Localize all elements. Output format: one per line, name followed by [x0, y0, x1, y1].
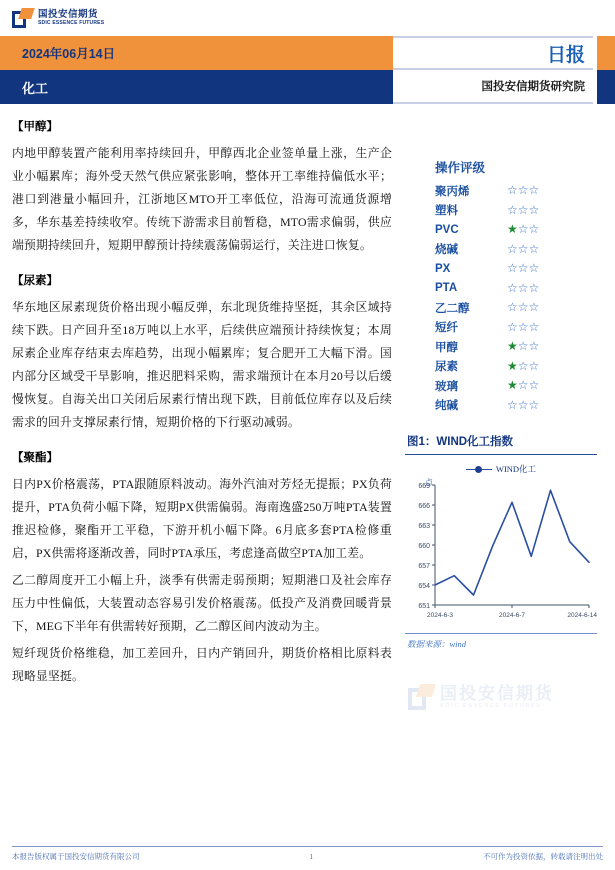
svg-text:2024-6-7: 2024-6-7	[498, 612, 526, 619]
star-empty-icon: ☆	[517, 280, 529, 295]
chart-plot-area	[405, 461, 597, 631]
rating-stars	[507, 203, 539, 218]
section-heading: 【聚酯】	[12, 452, 58, 464]
masthead-right	[393, 36, 593, 104]
star-empty-icon: ☆	[517, 222, 529, 237]
footer-disclaimer: 不可作为投资依据，转载请注明出处	[483, 852, 603, 861]
star-empty-icon: ☆	[507, 261, 518, 276]
rating-stars	[507, 183, 539, 198]
svg-text:669: 669	[418, 483, 430, 490]
chart-card	[405, 433, 597, 650]
rating-stars	[507, 339, 539, 354]
chart-source-divider	[405, 633, 597, 634]
svg-text:657: 657	[418, 563, 430, 570]
rating-product-name: 聚丙烯	[435, 185, 470, 198]
star-empty-icon: ☆	[517, 202, 529, 217]
star-empty-icon: ☆	[528, 241, 540, 256]
rating-stars	[507, 222, 539, 237]
rating-stars	[507, 300, 539, 315]
svg-text:2024-6-14: 2024-6-14	[567, 612, 597, 619]
rating-row	[405, 201, 585, 221]
star-empty-icon: ☆	[517, 319, 529, 334]
section-paragraph: 乙二醇周度开工小幅上升，淡季有供需走弱预期；短期港口及社会库存压力中性偏低，大装置动态容易引发价格震荡。低投产及消费回暖背景下，MEG下半年有供需转好预期，乙二醇区间内波动为主。	[12, 573, 392, 633]
rating-stars	[507, 398, 539, 413]
sidebar-column	[405, 158, 605, 650]
rating-table-title: 操作评级	[435, 161, 486, 175]
star-empty-icon: ☆	[507, 319, 518, 334]
rating-product-name: 烧碱	[435, 244, 458, 257]
chart-title-divider	[405, 454, 597, 455]
rating-stars	[507, 242, 539, 257]
logo-bar	[0, 0, 615, 36]
y-axis-unit-label: 点	[425, 478, 433, 487]
masthead-left	[0, 36, 393, 104]
star-empty-icon: ☆	[528, 397, 540, 412]
rating-row	[405, 298, 585, 318]
star-filled-icon: ★	[507, 358, 518, 373]
legend-marker-icon	[466, 465, 492, 474]
svg-text:660: 660	[418, 543, 430, 550]
section-polyester	[12, 449, 392, 688]
footer-copyright: 本报告版权属于国投安信期货有限公司	[12, 852, 140, 861]
report-date: 2024年06月14日	[0, 36, 393, 70]
star-empty-icon: ☆	[517, 358, 529, 373]
star-filled-icon: ★	[507, 378, 518, 393]
report-type: 日报	[393, 38, 593, 70]
rating-row	[405, 396, 585, 416]
operation-rating-table	[405, 158, 585, 415]
star-empty-icon: ☆	[528, 222, 540, 237]
svg-text:666: 666	[418, 503, 430, 510]
rating-row	[405, 357, 585, 377]
rating-row	[405, 240, 585, 260]
star-empty-icon: ☆	[517, 397, 529, 412]
report-category: 化工	[0, 70, 393, 104]
chart-source: 数据来源：wind	[407, 639, 467, 649]
rating-product-name: 短纤	[435, 322, 458, 335]
section-methanol	[12, 118, 392, 257]
chart-title: 图1：WIND化工指数	[407, 436, 514, 448]
rating-stars	[507, 320, 539, 335]
rating-product-name: 塑料	[435, 205, 458, 218]
star-empty-icon: ☆	[517, 300, 529, 315]
content-area	[0, 110, 615, 830]
rating-row	[405, 259, 585, 279]
rating-product-name: 纯碱	[435, 400, 458, 413]
rating-row	[405, 279, 585, 299]
watermark-logo-icon	[408, 684, 434, 710]
rating-product-name: PVC	[435, 223, 459, 236]
star-empty-icon: ☆	[507, 241, 518, 256]
svg-text:663: 663	[418, 523, 430, 530]
star-empty-icon: ☆	[517, 339, 529, 354]
rating-product-name: 玻璃	[435, 380, 458, 393]
svg-text:2024-6-3: 2024-6-3	[427, 612, 454, 619]
star-empty-icon: ☆	[507, 183, 518, 198]
rating-row	[405, 337, 585, 357]
footer-page-number: 1	[309, 852, 314, 861]
legend-label: WIND化工	[495, 464, 537, 474]
company-logo-icon	[12, 8, 33, 29]
watermark	[408, 670, 598, 724]
section-paragraph: 华东地区尿素现货价格出现小幅反弹，东北现货维持坚挺，其余区域持续下跌。日产回升至18万吨以上水平，后续供应端预计持续恢复；本周尿素企业库存结束去库趋势，出现小幅累库；复合肥开工大幅下滑。国内部分区域受干旱影响，推迟肥料采购，需求端预计在本月20号以后缓慢恢复。自海关出口关闭后尿素行情出现下跌，目前低位库存以及后续需求的回升支撑尿素行情，短期价格的下行驱动减弱。	[12, 300, 392, 429]
star-empty-icon: ☆	[528, 378, 540, 393]
company-logo-text	[38, 10, 104, 26]
article-column	[12, 118, 392, 703]
rating-row	[405, 318, 585, 338]
rating-product-name: 甲醇	[435, 341, 458, 354]
star-empty-icon: ☆	[507, 280, 518, 295]
rating-product-name: PTA	[435, 282, 458, 295]
section-paragraph: 内地甲醇装置产能利用率持续回升，甲醇西北企业签单量上涨，生产企业小幅累库；海外受天然气供应紧张影响，整体开工率维持偏低水平；港口到港量小幅回升，江浙地区MTO开工率低位，沿海可流通货源增多，华东基差持续收窄。传统下游需求目前暂稳，MTO需求偏弱，供应端预期持续回升，短期甲醇预计持续震荡偏弱运行，关注进口恢复。	[12, 146, 392, 252]
rating-rows-container	[405, 181, 585, 415]
star-filled-icon: ★	[507, 339, 518, 354]
section-paragraph: 日内PX价格震荡，PTA跟随原料波动。海外汽油对芳烃无提振；PX负荷提升，PTA负荷小幅下降，短期PX供需偏弱。海南逸盛250万吨PTA装置推迟检修，聚酯开工平稳，下游开机小幅下降。6月底多套PTA检修重启，PX供需将逐渐改善，同时PTA承压，考虑逢高做空PTA加工差。	[12, 477, 392, 560]
star-empty-icon: ☆	[528, 319, 540, 334]
star-empty-icon: ☆	[507, 202, 518, 217]
star-empty-icon: ☆	[528, 202, 540, 217]
star-empty-icon: ☆	[517, 241, 529, 256]
logo-name-cn: 国投安信期货	[38, 9, 99, 21]
svg-text:654: 654	[418, 583, 430, 590]
section-heading: 【甲醇】	[12, 121, 58, 133]
logo-name-en: SDIC ESSENCE FUTURES	[38, 19, 105, 26]
star-empty-icon: ☆	[517, 183, 529, 198]
rating-stars	[507, 359, 539, 374]
star-empty-icon: ☆	[528, 183, 540, 198]
star-empty-icon: ☆	[528, 300, 540, 315]
star-empty-icon: ☆	[528, 261, 540, 276]
star-empty-icon: ☆	[528, 280, 540, 295]
star-empty-icon: ☆	[517, 378, 529, 393]
star-empty-icon: ☆	[528, 339, 540, 354]
watermark-name-cn: 国投安信期货	[440, 683, 554, 703]
section-urea	[12, 272, 392, 434]
rating-stars	[507, 378, 539, 393]
rating-product-name: PX	[435, 262, 451, 275]
page-footer	[12, 846, 603, 862]
watermark-name-en: SDIC ESSENCE FUTURES	[440, 703, 542, 710]
rating-stars	[507, 261, 539, 276]
star-empty-icon: ☆	[517, 261, 529, 276]
star-empty-icon: ☆	[507, 397, 518, 412]
star-filled-icon: ★	[507, 222, 518, 237]
chart-legend	[405, 461, 597, 477]
star-empty-icon: ☆	[528, 358, 540, 373]
rating-stars	[507, 281, 539, 296]
section-paragraph: 短纤现货价格维稳，加工差回升，日内产销回升，期货价格相比原料表现略显坚挺。	[12, 646, 392, 683]
masthead-edge-accent	[597, 36, 615, 104]
rating-row	[405, 220, 585, 240]
svg-text:651: 651	[418, 603, 430, 610]
research-institute: 国投安信期货研究院	[481, 81, 585, 93]
rating-product-name: 乙二醇	[435, 302, 470, 315]
masthead	[0, 36, 615, 104]
line-chart-svg	[405, 477, 597, 629]
section-heading: 【尿素】	[12, 275, 58, 287]
rating-row	[405, 181, 585, 201]
star-empty-icon: ☆	[507, 300, 518, 315]
rating-product-name: 尿素	[435, 361, 458, 374]
rating-row	[405, 376, 585, 396]
